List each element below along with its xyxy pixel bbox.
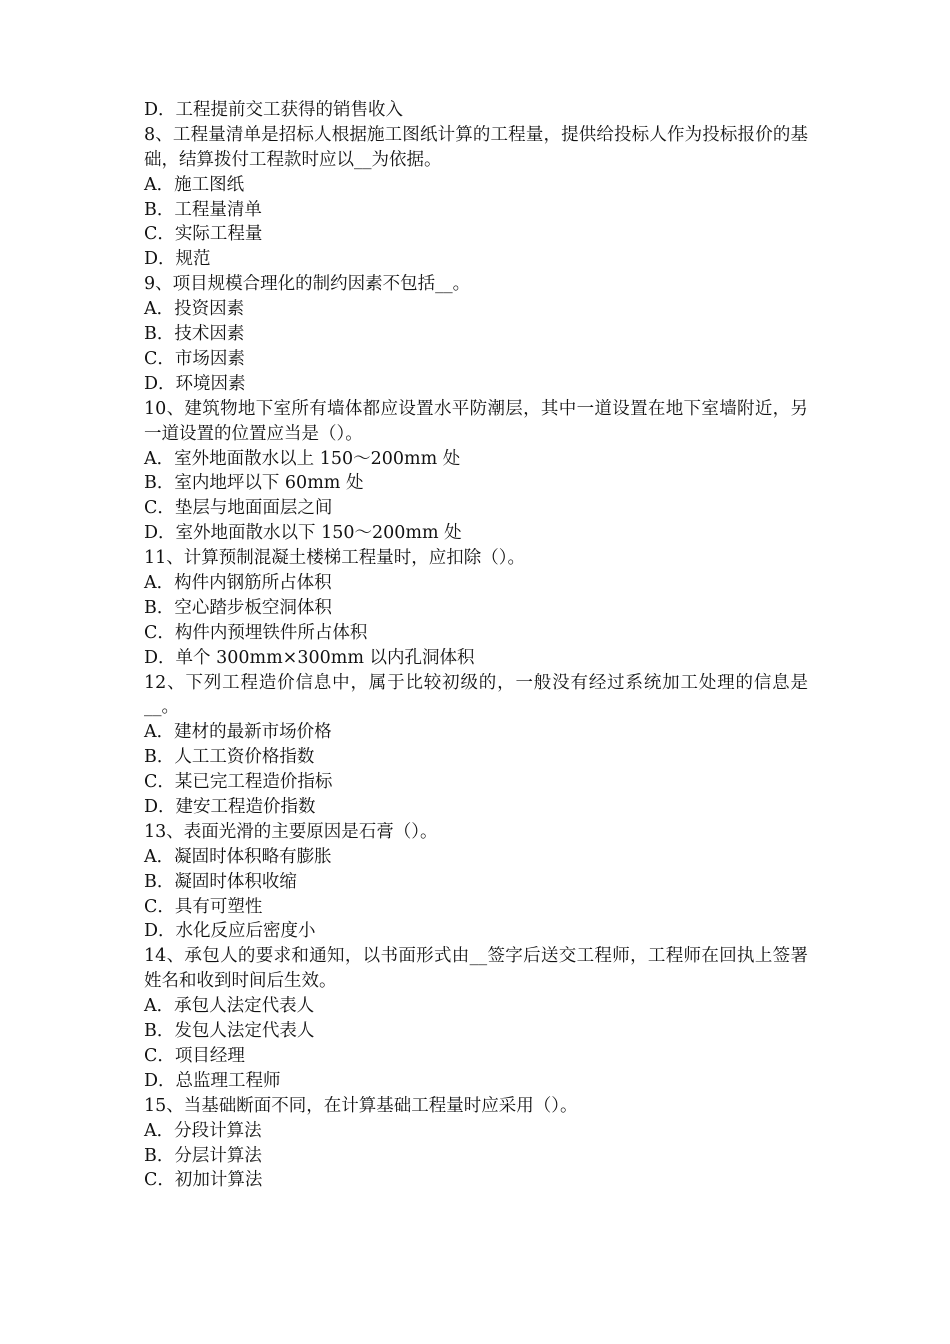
answer-option: C．初加计算法 bbox=[144, 1170, 263, 1191]
answer-option: B．凝固时体积收缩 bbox=[144, 871, 297, 892]
question-stem: 13、表面光滑的主要原因是石膏（）。 bbox=[144, 821, 438, 842]
answer-option: B．分层计算法 bbox=[144, 1145, 262, 1166]
question-stem: 8、工程量清单是招标人根据施工图纸计算的工程量，提供给投标人作为投标报价的基础，结算拨付工程款时应以__为依据。 bbox=[144, 124, 808, 170]
question-stem: 15、当基础断面不同，在计算基础工程量时应采用（）。 bbox=[144, 1095, 578, 1116]
answer-option: A．分段计算法 bbox=[144, 1120, 262, 1141]
answer-option: C．垫层与地面面层之间 bbox=[144, 498, 333, 519]
answer-option: A．室外地面散水以上 150～200mm 处 bbox=[144, 448, 461, 469]
answer-option: D．建安工程造价指数 bbox=[144, 797, 316, 818]
answer-option: C．实际工程量 bbox=[144, 224, 263, 245]
answer-option: C．构件内预埋铁件所占体积 bbox=[144, 622, 368, 643]
answer-option: B．人工工资价格指数 bbox=[144, 747, 315, 768]
answer-option: D．水化反应后密度小 bbox=[144, 921, 316, 942]
answer-option: A．承包人法定代表人 bbox=[144, 996, 315, 1017]
answer-option: A．投资因素 bbox=[144, 299, 245, 320]
answer-option: B．发包人法定代表人 bbox=[144, 1021, 315, 1042]
answer-option: C．具有可塑性 bbox=[144, 896, 263, 917]
answer-option: A．构件内钢筋所占体积 bbox=[144, 572, 332, 593]
answer-option: A．建材的最新市场价格 bbox=[144, 722, 332, 743]
answer-option: D．室外地面散水以下 150～200mm 处 bbox=[144, 523, 462, 544]
answer-option: C．项目经理 bbox=[144, 1045, 245, 1066]
answer-option: C．某已完工程造价指标 bbox=[144, 772, 333, 793]
document-body bbox=[144, 98, 808, 1193]
question-stem: 9、项目规模合理化的制约因素不包括__。 bbox=[144, 274, 471, 295]
answer-option: A．施工图纸 bbox=[144, 174, 245, 195]
answer-option: B．空心踏步板空洞体积 bbox=[144, 597, 332, 618]
answer-option: D．规范 bbox=[144, 249, 211, 270]
answer-option: B．工程量清单 bbox=[144, 199, 262, 220]
answer-option: D．单个 300mm×300mm 以内孔洞体积 bbox=[144, 647, 475, 668]
question-stem: 11、计算预制混凝土楼梯工程量时，应扣除（）。 bbox=[144, 548, 526, 569]
answer-option: D．环境因素 bbox=[144, 373, 246, 394]
question-stem: 10、建筑物地下室所有墙体都应设置水平防潮层，其中一道设置在地下室墙附近，另一道设置的位置应当是（）。 bbox=[144, 398, 808, 444]
question-stem: 14、承包人的要求和通知，以书面形式由__签字后送交工程师，工程师在回执上签署姓名和收到时间后生效。 bbox=[144, 946, 808, 992]
answer-option: A．凝固时体积略有膨胀 bbox=[144, 846, 332, 867]
question-stem: 12、下列工程造价信息中，属于比较初级的，一般没有经过系统加工处理的信息是__。 bbox=[144, 672, 808, 718]
answer-option: C．市场因素 bbox=[144, 348, 245, 369]
answer-option: D．总监理工程师 bbox=[144, 1070, 281, 1091]
answer-option: B．技术因素 bbox=[144, 324, 245, 345]
answer-option: D．工程提前交工获得的销售收入 bbox=[144, 100, 404, 120]
answer-option: B．室内地坪以下 60mm 处 bbox=[144, 473, 364, 494]
